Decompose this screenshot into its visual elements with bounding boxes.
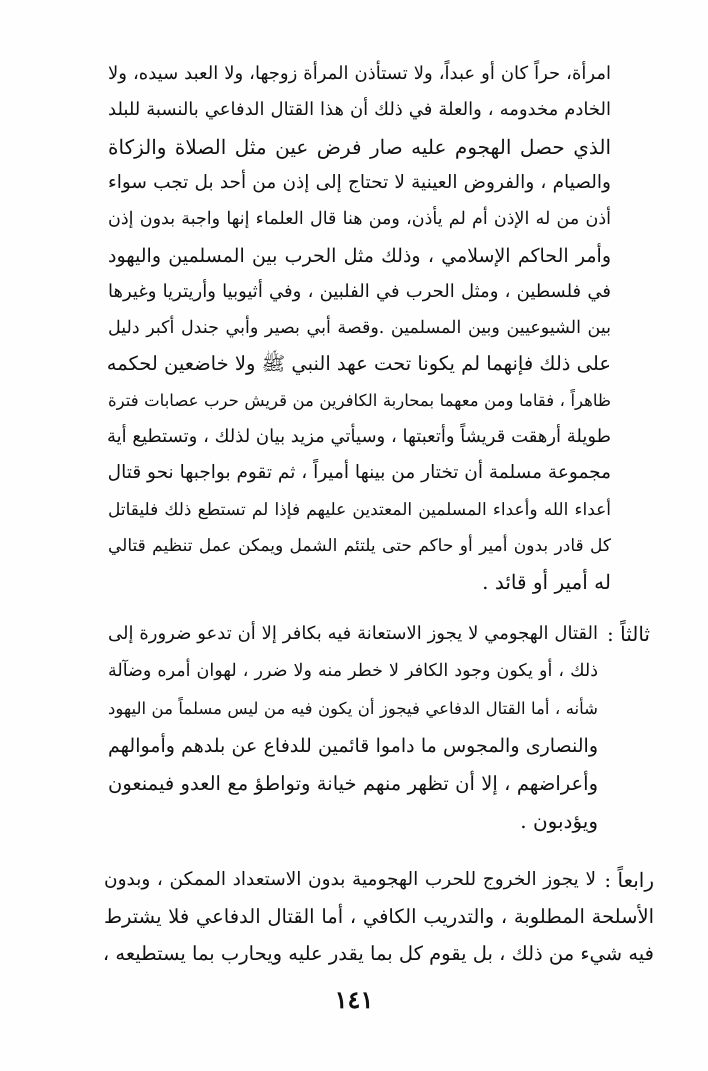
text-line: كل قادر بدون أمير أو حاكم حتى يلتئم الشمل ويمكن عمل تنظيم قتالي	[108, 535, 611, 556]
item-label: رابعاً :	[604, 868, 654, 892]
text-line: ويؤدبون .	[520, 809, 598, 833]
text-line: وأعراضهم ، إلا أن تظهر منهم خيانة وتواطؤ مع العدو فيمنعون	[108, 771, 598, 795]
text-line: القتال الهجومي لا يجوز الاستعانة فيه بكافر إلا أن تدعو ضرورة إلى	[108, 623, 598, 644]
text-line: له أمير أو قائد .	[482, 570, 611, 595]
text-line: الخادم مخدومه ، والعلة في ذلك أن هذا القتال الدفاعي بالنسبة للبلد	[108, 99, 611, 121]
text-line: امرأة، حراً كان أو عبداً، ولا تستأذن المرأة زوجها، ولا العبد سيده، ولا	[108, 63, 611, 84]
text-line: والنصارى والمجوس ما داموا قائمين للدفاع عن بلدهم وأموالهم	[108, 735, 598, 758]
text-line: في فلسطين ، ومثل الحرب في الفلبين ، وفي أثيوبيا وأريتريا وغيرها	[108, 280, 611, 302]
page-number: ١٤١	[334, 985, 374, 1014]
text-line: شأنه ، أما القتال الدفاعي فيجوز أن يكون فيه من ليس مسلماً من اليهود	[108, 698, 598, 718]
text-line: أعداء الله وأعداء المسلمين المعتدين عليهم فإذا لم تستطع ذلك فليقاتل	[108, 499, 611, 520]
text-line: فيه شيء من ذلك ، بل يقوم كل بما يقدر عليه ويحارب بما يستطيعه ،	[102, 942, 654, 965]
text-line: مجموعة مسلمة أن تختار من بينها أميراً ، ثم تقوم بواجبها نحو قتال	[107, 462, 611, 484]
text-line: ظاهراً ، فقاما ومن معهما بمحاربة الكافرين من قريش حرب عصابات فترة	[108, 390, 611, 410]
text-line: لا يجوز الخروج للحرب الهجومية بدون الاستعداد الممكن ، وبدون	[104, 869, 596, 890]
text-line: وأمر الحاكم الإسلامي ، وذلك مثل الحرب بين المسلمين واليهود	[108, 244, 611, 267]
text-line: على ذلك فإنهما لم يكونا تحت عهد النبي ﷺ ولا خاضعين لحكمه	[106, 352, 611, 376]
text-line: ذلك ، أو يكون وجود الكافر لا خطر منه ولا ضرر ، لهوان أمره وضآلة	[108, 661, 598, 682]
text-line: بين الشيوعيين وبين المسلمين .وقصة أبي بصير وأبي جندل أكبر دليل	[108, 318, 611, 339]
text-line: الذي حصل الهجوم عليه صار فرض عين مثل الصلاة والزكاة	[108, 134, 611, 159]
text-line: الأسلحة المطلوبة ، والتدريب الكافي ، أما القتال الدفاعي فلا يشترط	[104, 905, 654, 928]
text-line: والصيام ، والفروض العينية لا تحتاج إلى إذن من أحد بل تجب سواء	[108, 171, 611, 193]
item-label: ثالثاً :	[607, 622, 650, 646]
text-line: طويلة أرهقت قريشاً وأتعبتها ، وسيأتي مزيد بيان لذلك ، وتستطيع أية	[107, 426, 611, 447]
text-line: أذن من له الإذن أم لم يأذن، ومن هنا قال العلماء إنها واجبة بدون إذن	[108, 209, 611, 230]
